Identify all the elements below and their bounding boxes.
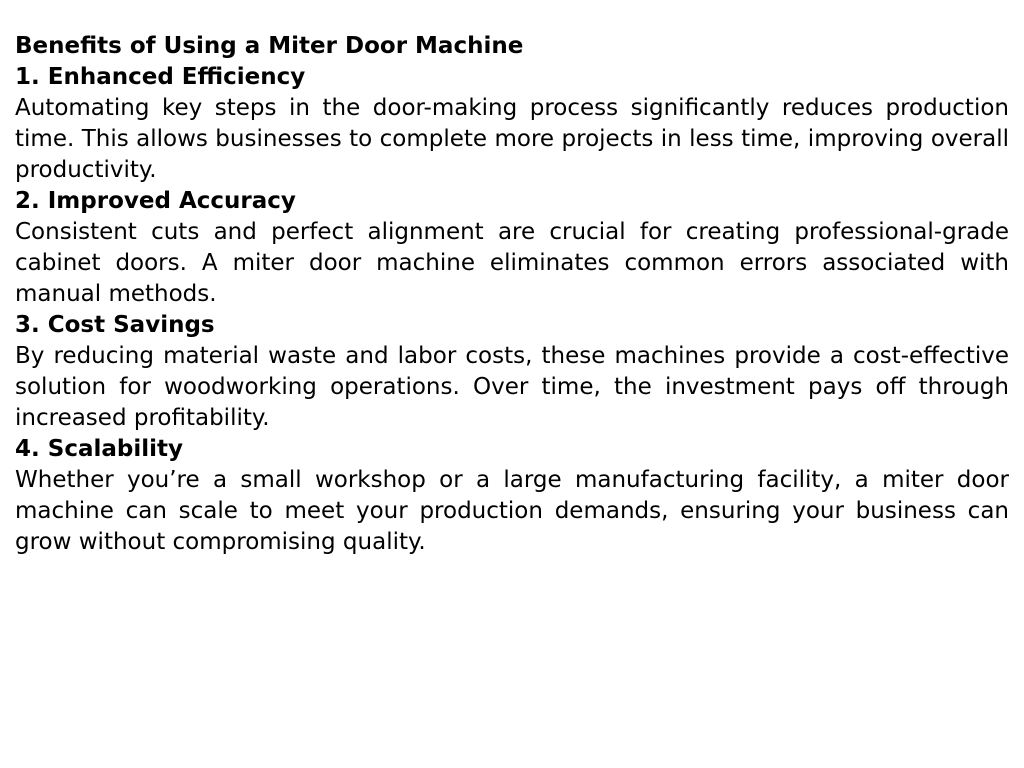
section-scalability [15, 434, 1009, 558]
section-heading: 2. Improved Accuracy [15, 188, 296, 214]
section-heading: 4. Scalability [15, 436, 183, 462]
document-title: Benefits of Using a Miter Door Machine [15, 33, 524, 59]
section-heading: 3. Cost Savings [15, 312, 215, 338]
section-cost-savings [15, 310, 1009, 434]
section-efficiency [15, 62, 1009, 186]
section-body: Whether you’re a small workshop or a large manufacturing facility, a miter door machine can scale to meet your production demands, ensuring your business can grow without compromising quality. [15, 467, 1009, 555]
section-accuracy [15, 186, 1009, 310]
section-body: Consistent cuts and perfect alignment are crucial for creating professional-grade cabinet doors. A miter door machine eliminates common errors associated with manual methods. [15, 219, 1009, 307]
section-heading: 1. Enhanced Efficiency [15, 64, 306, 90]
section-body: By reducing material waste and labor costs, these machines provide a cost-effective solution for woodworking operations. Over time, the investment pays off through increased profitability. [15, 343, 1009, 431]
section-body: Automating key steps in the door-making process significantly reduces production time. This allows businesses to complete more projects in less time, improving overall productivity. [15, 95, 1009, 183]
